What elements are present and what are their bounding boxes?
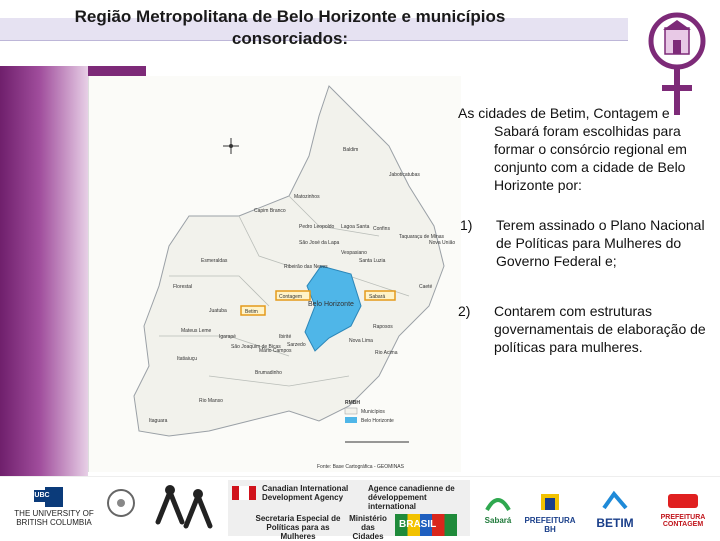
label-itaguara: Itaguara: [149, 418, 168, 424]
left-decorative-bar: [0, 66, 88, 476]
list-item-1: [458, 216, 710, 270]
label-capim-branco: Capim Branco: [254, 208, 286, 214]
compass-icon: [223, 138, 239, 154]
contagem-logo: [650, 490, 716, 528]
betim-emblem-icon: [600, 490, 630, 514]
label-mario-campos: Mário Campos: [259, 348, 292, 354]
network-logo-icon: [104, 486, 138, 526]
label-ibirite: Ibirité: [279, 334, 292, 340]
label-confins: Confins: [373, 226, 390, 232]
label-betim: Betim: [245, 309, 258, 315]
label-caete: Caeté: [419, 284, 433, 290]
intro-paragraph: [458, 104, 710, 194]
label-ribeirao-neves: Ribeirão das Neves: [284, 264, 328, 270]
betim-logo: [580, 490, 650, 530]
ubc-text: THE UNIVERSITY OF BRITISH COLUMBIA: [14, 509, 94, 527]
intro-line: As cidades de Betim, Contagem e: [458, 105, 670, 121]
list-item-number: 1): [460, 217, 473, 233]
label-vespasiano: Vespasiano: [341, 250, 367, 256]
label-mateus-leme: Mateus Leme: [181, 328, 212, 334]
ubc-badge: UBC: [34, 490, 50, 502]
betim-text: BETIM: [596, 516, 634, 530]
legend-swatch-bh: [345, 417, 357, 423]
list-item-2: [458, 302, 710, 356]
label-pedro-leopoldo: Pedro Leopoldo: [299, 224, 335, 230]
sabara-emblem-icon: [483, 490, 513, 514]
content-text: [458, 104, 710, 374]
label-nova-uniao: Nova União: [429, 240, 456, 246]
label-juatuba: Juatuba: [209, 308, 227, 314]
region-outline: [134, 86, 444, 436]
brasil-logo: [395, 514, 457, 536]
contagem-text: PREFEITURA CONTAGEM: [660, 514, 706, 528]
brasil-text: BRASIL: [399, 519, 437, 530]
label-lagoa-santa: Lagoa Santa: [341, 224, 370, 230]
label-raposos: Raposos: [373, 324, 393, 330]
label-florestal: Florestal: [173, 284, 193, 290]
label-igarape: Igarapé: [219, 334, 236, 340]
list-item-text: Terem assinado o Plano Nacional de Políticas para Mulheres do Governo Federal e;: [496, 217, 705, 269]
rmbh-map: [88, 76, 461, 472]
legend-item-municipios: Municípios: [361, 409, 385, 415]
secretaria-text: Secretaria Especial de Políticas para as Mulheres: [255, 514, 341, 541]
label-belo-horizonte: Belo Horizonte: [308, 301, 354, 308]
pbh-emblem-icon: [535, 490, 565, 514]
label-sao-jose-lapa: São José da Lapa: [299, 240, 340, 246]
sabara-text: Sabará: [484, 516, 512, 525]
legend-item-bh: Belo Horizonte: [361, 418, 394, 424]
list-item-text: Contarem com estruturas governamentais de elaboração de políticas para mulheres.: [494, 303, 706, 355]
map-svg: [89, 76, 461, 472]
label-sarzedo: Sarzedo: [287, 342, 306, 348]
title-line-2: consorciados:: [231, 29, 349, 48]
label-taquaracu: Taquaraçu de Minas: [399, 234, 445, 240]
intro-rest: Sabará foram escolhidas para formar o consórcio regional em conjunto com a cidade de Belo Horizonte por:: [494, 123, 687, 193]
map-source: Fonte: Base Cartográfica - GEOMINAS: [317, 464, 404, 470]
cida-text-fr: Agence canadienne de développement international: [368, 484, 455, 511]
sabara-logo: [468, 490, 528, 525]
dancing-figures-logo-icon: [150, 482, 220, 534]
label-itatiaiucu: Itatiaiuçu: [177, 356, 198, 362]
ministerio-text: Ministério das Cidades: [349, 514, 387, 541]
label-sao-joaquim: São Joaquim de Bicas: [231, 344, 281, 350]
label-esmeraldas: Esmeraldas: [201, 258, 228, 264]
label-sabara: Sabará: [369, 294, 386, 300]
contagem-emblem-icon: [666, 490, 700, 512]
cida-text-en: Canadian International Development Agency: [262, 484, 349, 502]
label-rio-acima: Rio Acima: [375, 350, 398, 356]
label-brumadinho: Brumadinho: [255, 370, 282, 376]
top-decorative-bar: [88, 66, 146, 76]
label-jaboticatubas: Jaboticatubas: [389, 172, 420, 178]
label-baldim: Baldim: [343, 147, 359, 153]
pbh-text: PREFEITURA BH: [524, 516, 576, 534]
label-matozinhos: Matozinhos: [294, 194, 320, 200]
label-rio-manso: Rio Manso: [199, 398, 223, 404]
page-title: [40, 6, 540, 50]
pbh-logo: [520, 490, 580, 534]
legend-title: RMBH: [345, 400, 360, 406]
title-line-1: Região Metropolitana de Belo Horizonte e municípios: [74, 7, 506, 26]
ubc-logo: [14, 487, 94, 527]
label-santa-luzia: Santa Luzia: [359, 258, 386, 264]
canada-flag-icon: [232, 486, 256, 500]
list-item-number: 2): [458, 303, 471, 319]
label-contagem: Contagem: [279, 294, 303, 300]
legend-swatch-municipios: [345, 408, 357, 414]
label-nova-lima: Nova Lima: [349, 338, 373, 344]
